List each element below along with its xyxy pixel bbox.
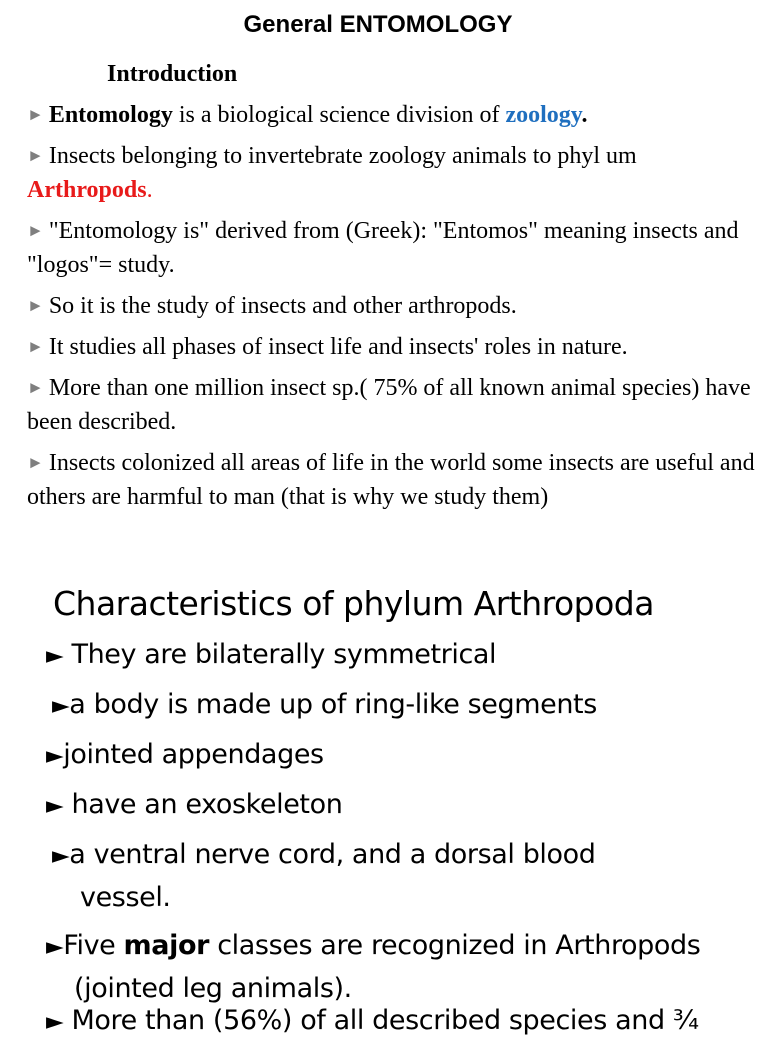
item-text-continued: (jointed leg animals). <box>74 973 352 1004</box>
arrow-bullet-icon: ► <box>27 453 44 472</box>
intro-list-item <box>27 214 765 282</box>
item-text: Five <box>63 930 124 961</box>
document-title: General ENTOMOLOGY <box>243 11 513 38</box>
item-text-bold: major <box>123 930 210 961</box>
intro-list-item <box>27 330 765 364</box>
item-text: have an exoskeleton <box>63 789 343 820</box>
intro-list-item <box>27 98 765 132</box>
characteristics-heading: Characteristics of phylum Arthropoda <box>53 584 654 623</box>
intro-text-segment: zoology <box>505 102 582 128</box>
intro-list-item <box>27 289 765 323</box>
arrow-bullet-icon: ► <box>27 221 44 240</box>
characteristics-list <box>46 634 766 1036</box>
intro-text-segment: "Entomology is" derived from (Greek): "Entomos" meaning insects and "logos"= study. <box>27 218 739 278</box>
arrow-bullet-icon: ► <box>27 378 44 397</box>
item-text: More than (56%) of all described species and ¾ <box>63 1005 699 1036</box>
item-text: a ventral nerve cord, and a dorsal blood <box>69 839 596 870</box>
list-item-exoskeleton <box>46 784 766 827</box>
intro-text-segment: More than one million insect sp.( 75% of all known animal species) have been described. <box>27 375 751 435</box>
intro-text-segment: is a biological science division of <box>172 102 506 128</box>
item-text: They are bilaterally symmetrical <box>63 639 497 670</box>
arrow-bullet-icon: ► <box>46 1009 64 1035</box>
list-item-segments <box>52 684 766 727</box>
intro-text-segment: So it is the study of insects and other arthropods. <box>48 293 517 319</box>
introduction-heading: Introduction <box>107 61 238 87</box>
item-text-continued: vessel. <box>80 882 171 913</box>
intro-list-item <box>27 371 765 439</box>
intro-list-item <box>27 446 765 514</box>
arrow-bullet-icon: ► <box>52 843 70 869</box>
item-text: classes are recognized in Arthropods <box>209 930 701 961</box>
intro-text-segment: Insects colonized all areas of life in the world some insects are useful and others are harmful to man (that is why we study them) <box>27 450 755 510</box>
intro-text-segment: . <box>581 102 588 128</box>
item-text: jointed appendages <box>63 739 324 770</box>
list-item-nerve-cord <box>52 834 766 918</box>
list-item-classes <box>46 925 766 1009</box>
introduction-list <box>27 98 765 521</box>
arrow-bullet-icon: ► <box>27 146 44 165</box>
intro-text-segment: . <box>146 177 153 203</box>
list-item-bilateral <box>46 634 766 677</box>
arrow-bullet-icon: ► <box>46 793 64 819</box>
list-item-appendages <box>46 734 766 777</box>
arrow-bullet-icon: ► <box>46 934 64 960</box>
intro-text-segment: Arthropods <box>27 177 147 203</box>
arrow-bullet-icon: ► <box>46 743 64 769</box>
intro-text-segment: Insects belonging to invertebrate zoology animals to phyl um <box>48 143 637 169</box>
list-item-species-share <box>46 1000 699 1043</box>
arrow-bullet-icon: ► <box>27 105 44 124</box>
intro-list-item <box>27 139 765 207</box>
intro-text-segment: Entomology <box>48 102 173 128</box>
arrow-bullet-icon: ► <box>52 693 70 719</box>
arrow-bullet-icon: ► <box>46 643 64 669</box>
intro-text-segment: It studies all phases of insect life and insects' roles in nature. <box>48 334 628 360</box>
arrow-bullet-icon: ► <box>27 337 44 356</box>
arrow-bullet-icon: ► <box>27 296 44 315</box>
item-text: a body is made up of ring-like segments <box>69 689 597 720</box>
